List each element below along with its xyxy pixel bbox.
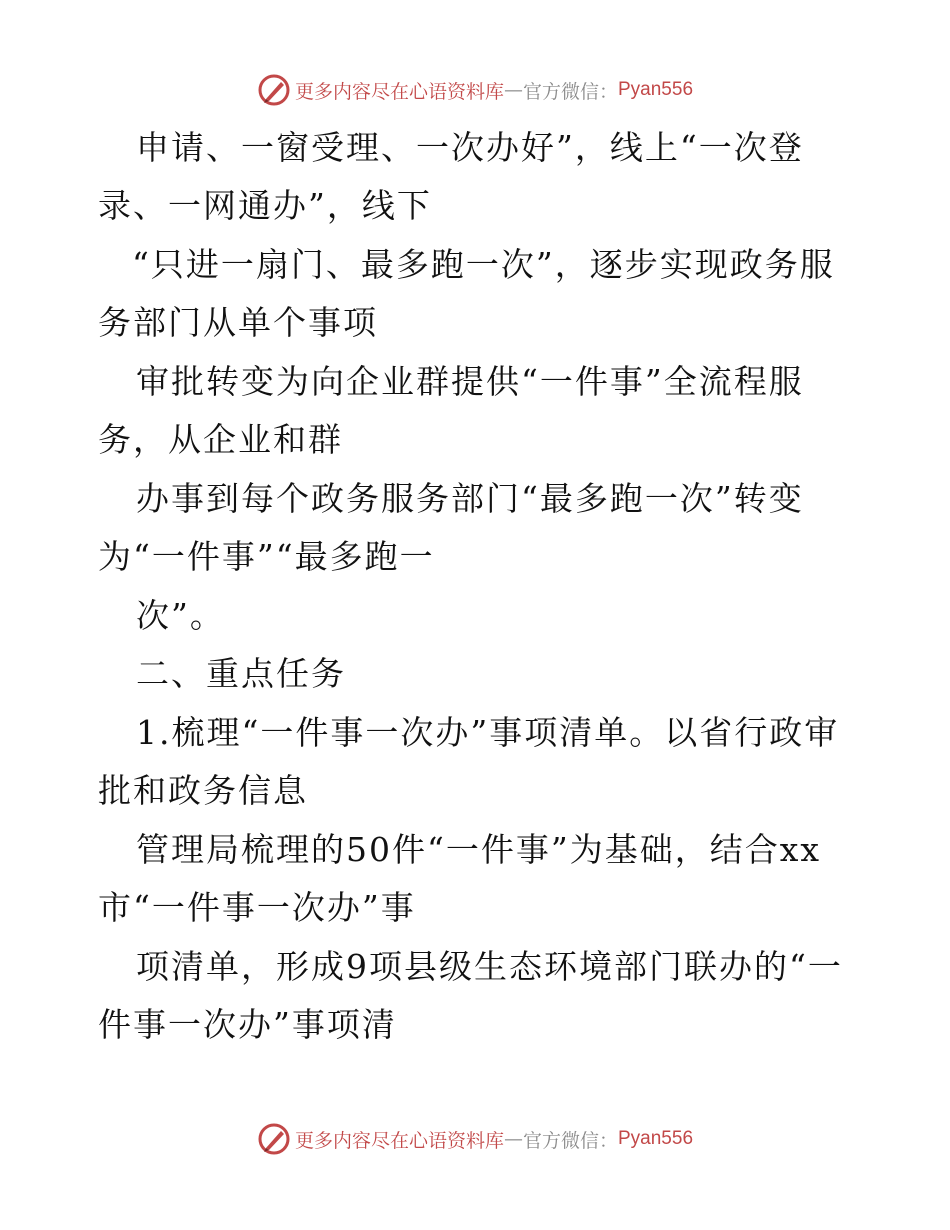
footer-banner bbox=[0, 1119, 950, 1159]
text-line-12: 批和政务信息 bbox=[98, 771, 308, 810]
text-line-9: 次”。 bbox=[136, 596, 225, 635]
text-line-16: 件事一次办”事项清 bbox=[98, 1005, 397, 1044]
text-line-3: “只进一扇门、最多跑一次”，逐步实现政务服 bbox=[132, 245, 835, 284]
footer-banner-label: 官方微信： bbox=[522, 1129, 618, 1152]
text-line-13: 管理局梳理的50件“一件事”为基础，结合xx bbox=[136, 830, 821, 869]
text-line-8: 为“一件事”“最多跑一 bbox=[98, 537, 435, 576]
text-line-5: 审批转变为向企业群提供“一件事”全流程服 bbox=[136, 362, 804, 401]
header-banner-separator: — bbox=[503, 79, 523, 101]
pen-logo-icon bbox=[257, 1122, 291, 1156]
footer-banner-wechat-id: Pyan556 bbox=[618, 1128, 694, 1149]
text-line-6: 务，从企业和群 bbox=[98, 420, 343, 459]
text-line-2: 录、一网通办”，线下 bbox=[98, 186, 432, 225]
header-banner-label: 官方微信： bbox=[522, 80, 618, 103]
text-line-4: 务部门从单个事项 bbox=[98, 303, 378, 342]
text-line-7: 办事到每个政务服务部门“最多跑一次”转变 bbox=[136, 479, 804, 518]
header-banner bbox=[0, 70, 950, 110]
header-banner-wechat-id: Pyan556 bbox=[618, 79, 694, 100]
section-heading: 二、重点任务 bbox=[136, 654, 346, 693]
text-line-1: 申请、一窗受理、一次办好”，线上“一次登 bbox=[136, 128, 804, 167]
footer-banner-text: 更多内容尽在心语资料库 bbox=[294, 1129, 504, 1152]
pen-logo-icon bbox=[257, 73, 291, 107]
text-line-11: 1.梳理“一件事一次办”事项清单。以省行政审 bbox=[136, 713, 840, 752]
text-line-14: 市“一件事一次办”事 bbox=[98, 888, 416, 927]
header-banner-text: 更多内容尽在心语资料库 bbox=[294, 80, 504, 103]
text-line-15: 项清单，形成9项县级生态环境部门联办的“一 bbox=[136, 947, 843, 986]
footer-banner-separator: — bbox=[503, 1128, 523, 1150]
